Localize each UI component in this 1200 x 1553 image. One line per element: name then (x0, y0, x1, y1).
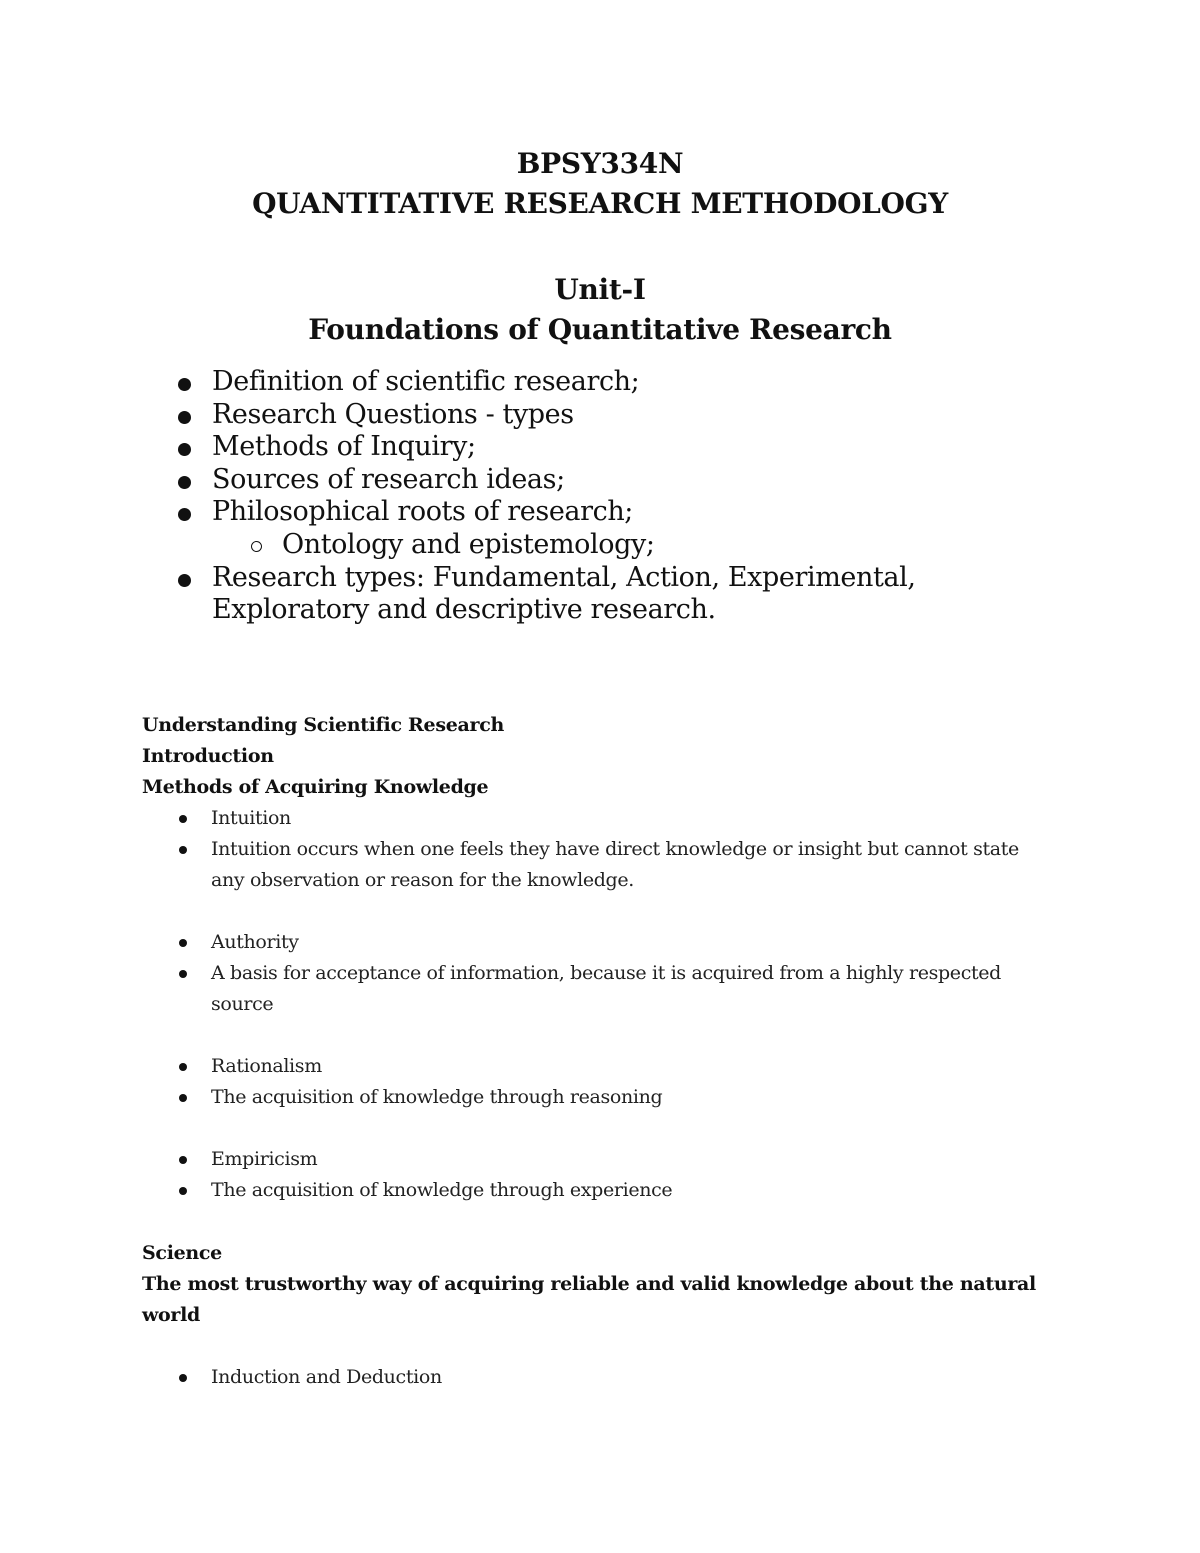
bullet-icon (179, 939, 187, 947)
list-item: The acquisition of knowledge through reasoning (178, 1082, 1038, 1113)
section-science (142, 1238, 1042, 1331)
list-item: Research types: Fundamental, Action, Experimental, Exploratory and descriptive research. (178, 562, 1058, 627)
list-item: Methods of Inquiry; (178, 431, 1058, 464)
bullet-icon (179, 846, 187, 854)
list-item: Philosophical roots of research; (178, 496, 1058, 529)
unit-title: Foundations of Quantitative Research (308, 313, 892, 346)
course-header (0, 144, 1200, 224)
section-heading: Science (142, 1242, 222, 1264)
course-title: QUANTITATIVE RESEARCH METHODOLOGY (252, 187, 948, 220)
list-item: Empiricism (178, 1144, 1038, 1175)
list-item: Authority (178, 927, 1038, 958)
list-item: Research Questions - types (178, 399, 1058, 432)
bullet-icon (179, 970, 187, 978)
bullet-icon (178, 476, 191, 489)
bullet-icon (179, 1156, 187, 1164)
list-item: The acquisition of knowledge through experience (178, 1175, 1038, 1206)
list-item: A basis for acceptance of information, because it is acquired from a highly respected source (178, 958, 1038, 1020)
bullet-icon (179, 1187, 187, 1195)
unit-label: Unit-I (554, 273, 646, 306)
bullet-icon (178, 508, 191, 521)
section-heading: Understanding Scientific Research (142, 714, 505, 736)
bullet-icon (178, 378, 191, 391)
bullet-icon (178, 443, 191, 456)
bullet-icon (179, 1374, 187, 1382)
bullet-icon (179, 1063, 187, 1071)
unit-header (0, 270, 1200, 350)
list-item: Induction and Deduction (178, 1362, 1038, 1393)
section-statement: The most trustworthy way of acquiring reliable and valid knowledge about the natural world (142, 1273, 1036, 1326)
sub-list-item: Ontology and epistemology; (178, 529, 1058, 562)
knowledge-methods-list (178, 803, 1038, 1206)
science-list (178, 1362, 1038, 1393)
bullet-icon (179, 815, 187, 823)
list-item: Definition of scientific research; (178, 366, 1058, 399)
list-item: Intuition (178, 803, 1038, 834)
section-intro: Introduction (142, 745, 274, 767)
section-subheading: Methods of Acquiring Knowledge (142, 776, 489, 798)
topic-list (178, 366, 1058, 627)
bullet-icon (178, 574, 191, 587)
course-code: BPSY334N (516, 147, 684, 180)
list-item: Intuition occurs when one feels they have direct knowledge or insight but cannot state any observation or reason for the knowledge. (178, 834, 1038, 896)
list-item: Rationalism (178, 1051, 1038, 1082)
bullet-icon (179, 1094, 187, 1102)
bullet-icon (178, 411, 191, 424)
hollow-bullet-icon (251, 541, 262, 552)
section-understanding (142, 710, 1042, 803)
list-item: Sources of research ideas; (178, 464, 1058, 497)
